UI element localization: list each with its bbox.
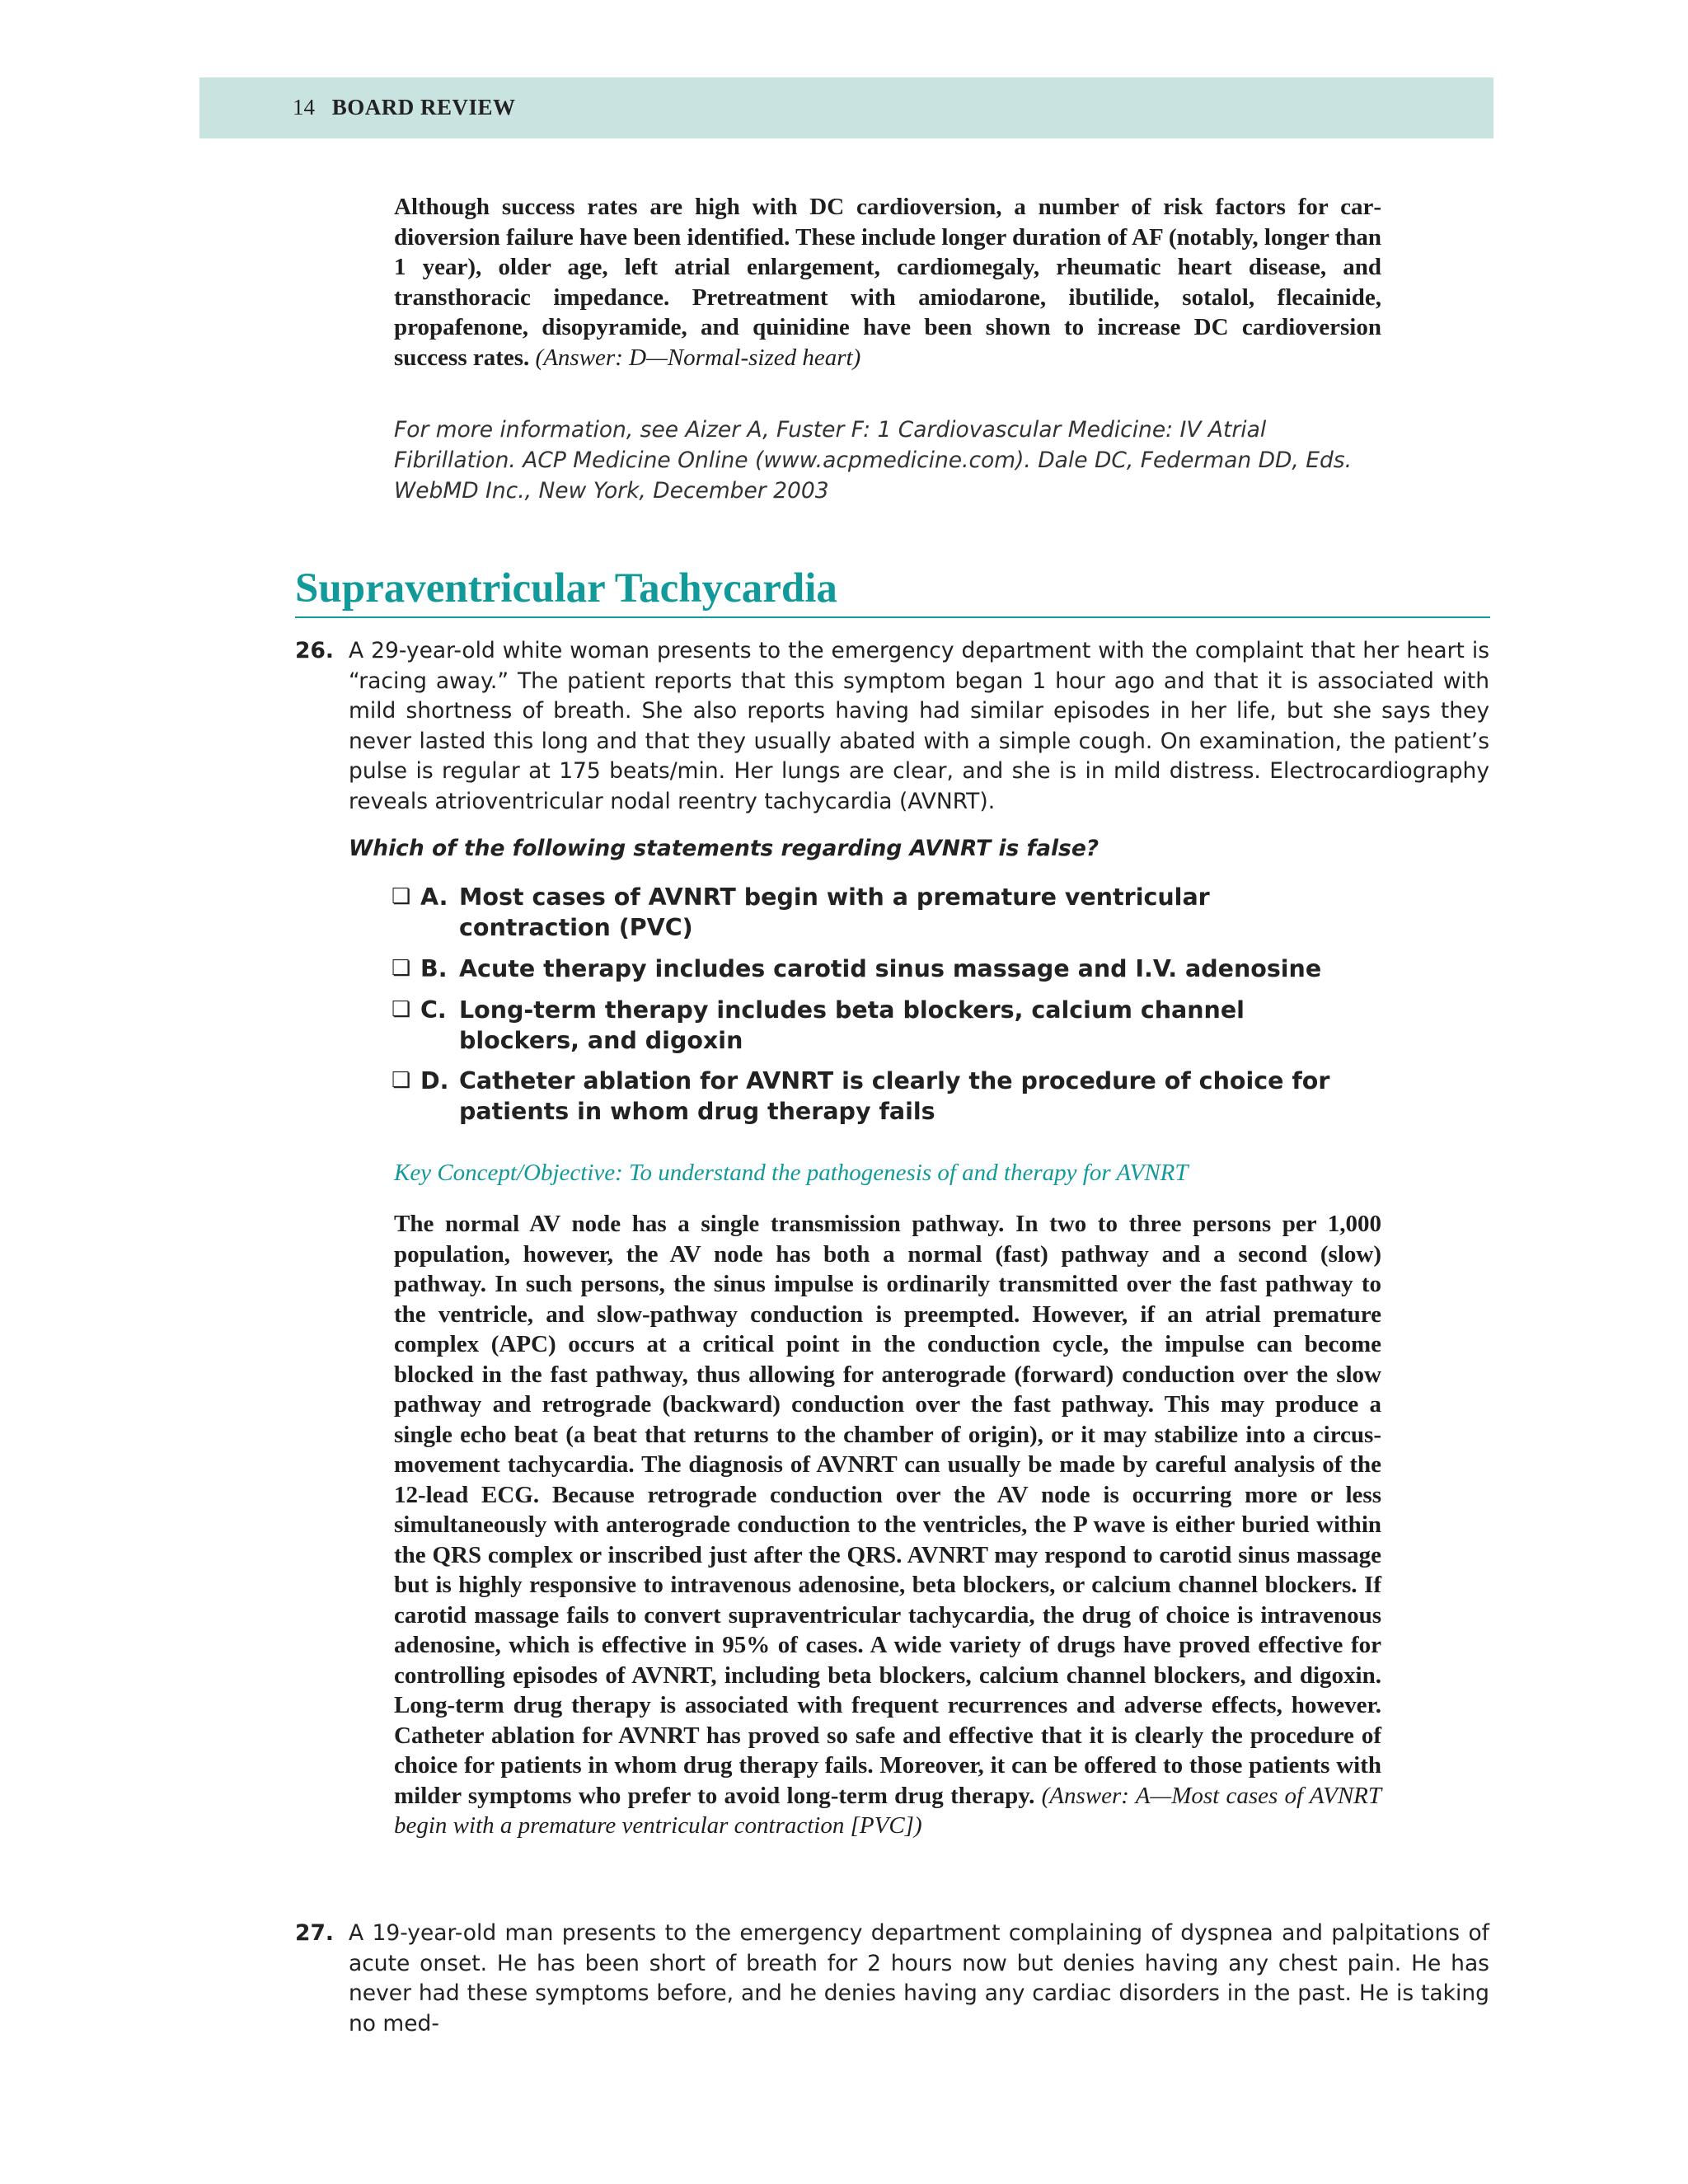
question-26-number: 26.: [295, 638, 334, 663]
explanation-text: The normal AV node has a single transmission pathway. In two to three persons per 1,000 population, however, the AV node has both a normal (fast) pathway and a second (slow) pathway. In such persons, the sinus impulse is ordinarily transmitted over the fast pathway to the ventricle, and slow-pathway conduction is preempted. However, if an atrial premature complex (APC) occurs at a critical point in the conduction cycle, the impulse can become blocked in the fast pathway, thus allowing for anterograde (forward) conduction over the slow pathway and retrograde (backward) conduction over the fast pathway. This may produce a single echo beat (a beat that returns to the chamber of origin), or it may stabilize into a circus-movement tachycardia. The diagnosis of AVNRT can usually be made by careful analysis of the 12-lead ECG. Because retrograde conduction over the AV node is occurring more or less simultaneously with anterograde conduction to the ventricles, the P wave is either buried within the QRS complex or inscribed just after the QRS. AVNRT may respond to carotid sinus massage but is highly responsive to intravenous adenosine, beta blockers, or calcium channel blockers. If carotid massage fails to convert supraventricular tachycardia, the drug of choice is intravenous adenosine, which is effective in 95% of cases. A wide variety of drugs have proved effective for controlling episodes of AVNRT, including beta blockers, calcium channel blockers, and digoxin. Long-term drug therapy is associated with frequent recurrences and adverse effects, however. Catheter ablation for AVNRT has proved so safe and effective that it is clearly the procedure of choice for patients in whom drug therapy fails. Moreover, it can be offered to those patients with milder symptoms who prefer to avoid long-term drug therapy.: [394, 1211, 1381, 1809]
intro-paragraph: [394, 192, 1381, 373]
running-header: [293, 91, 516, 124]
reference-citation: For more information, see Aizer A, Fuster F: 1 Cardiovascular Medicine: IV Atrial Fibrillation. ACP Medicine Online (www.acpmedicine.com). Dale DC, Federman DD, Eds. WebMD Inc., New York, December 2003: [394, 417, 1353, 504]
question-27-number: 27.: [295, 1920, 334, 1946]
option-text: Long-term therapy includes beta blockers, calcium channel blockers, and digoxin: [459, 996, 1245, 1054]
explanation-answer: (Answer: A—Most cases of AVNRT begin with a premature ventricular contraction [PVC]): [394, 1782, 1382, 1839]
checkbox-icon[interactable]: ❏: [392, 1068, 411, 1093]
section-title: Supraventricular Tachycardia: [295, 565, 837, 612]
option-a[interactable]: [392, 882, 1331, 943]
option-b[interactable]: [392, 954, 1331, 984]
key-concept: Key Concept/Objective: To understand the pathogenesis of and therapy for AVNRT: [394, 1160, 1189, 1186]
explanation-paragraph: [394, 1209, 1381, 1841]
intro-paragraph-text: Although success rates are high with DC cardioversion, a number of risk factors for cardioversion failure have been identified. These include longer duration of AF (notably, longer than 1 year), older age, left atrial enlargement, cardiomegaly, rheumatic heart disease, and transthoracic impedance. Pretreatment with amiodarone, ibutilide, sotalol, flecainide, propafenone, disopyramide, and quinidine have been shown to increase DC cardioversion success rates.: [394, 194, 1381, 371]
option-text: Catheter ablation for AVNRT is clearly the procedure of choice for patients in whom drug therapy fails: [459, 1067, 1330, 1125]
checkbox-icon[interactable]: ❏: [392, 956, 411, 981]
question-26-prompt: Which of the following statements regarding AVNRT is false?: [349, 836, 1100, 861]
page-number: 14: [293, 95, 315, 120]
option-letter: C.: [420, 996, 447, 1024]
checkbox-icon[interactable]: ❏: [392, 997, 411, 1022]
option-text: Acute therapy includes carotid sinus massage and I.V. adenosine: [459, 955, 1322, 982]
option-letter: B.: [420, 955, 448, 982]
option-letter: A.: [420, 883, 448, 911]
running-title: BOARD REVIEW: [331, 95, 516, 120]
checkbox-icon[interactable]: ❏: [392, 884, 411, 909]
question-26-stem: A 29-year-old white woman presents to the emergency department with the complaint that her heart is “racing away.” The patient reports that this symptom began 1 hour ago and that it is associated with mild shortness of breath. She also reports having had similar episodes in her life, but she says they never lasted this long and that they usually abated with a simple cough. On examination, the patient’s pulse is regular at 175 beats/min. Her lungs are clear, and she is in mild distress. Electrocardiography reveals atrioventricular nodal reentry tachycardia (AVNRT).: [349, 638, 1489, 814]
section-divider: [295, 616, 1490, 618]
intro-answer: (Answer: D—Normal-sized heart): [535, 344, 861, 371]
option-letter: D.: [420, 1067, 449, 1094]
question-27-stem: A 19-year-old man presents to the emergency department complaining of dyspnea and palpitations of acute onset. He has been short of breath for 2 hours now but denies having any chest pain. He has never had these symptoms before, and he denies having any cardiac disorders in the past. He is taking no med-: [349, 1920, 1489, 2036]
option-d[interactable]: [392, 1066, 1331, 1127]
option-c[interactable]: [392, 995, 1331, 1056]
option-text: Most cases of AVNRT begin with a premature ventricular contraction (PVC): [459, 883, 1210, 941]
